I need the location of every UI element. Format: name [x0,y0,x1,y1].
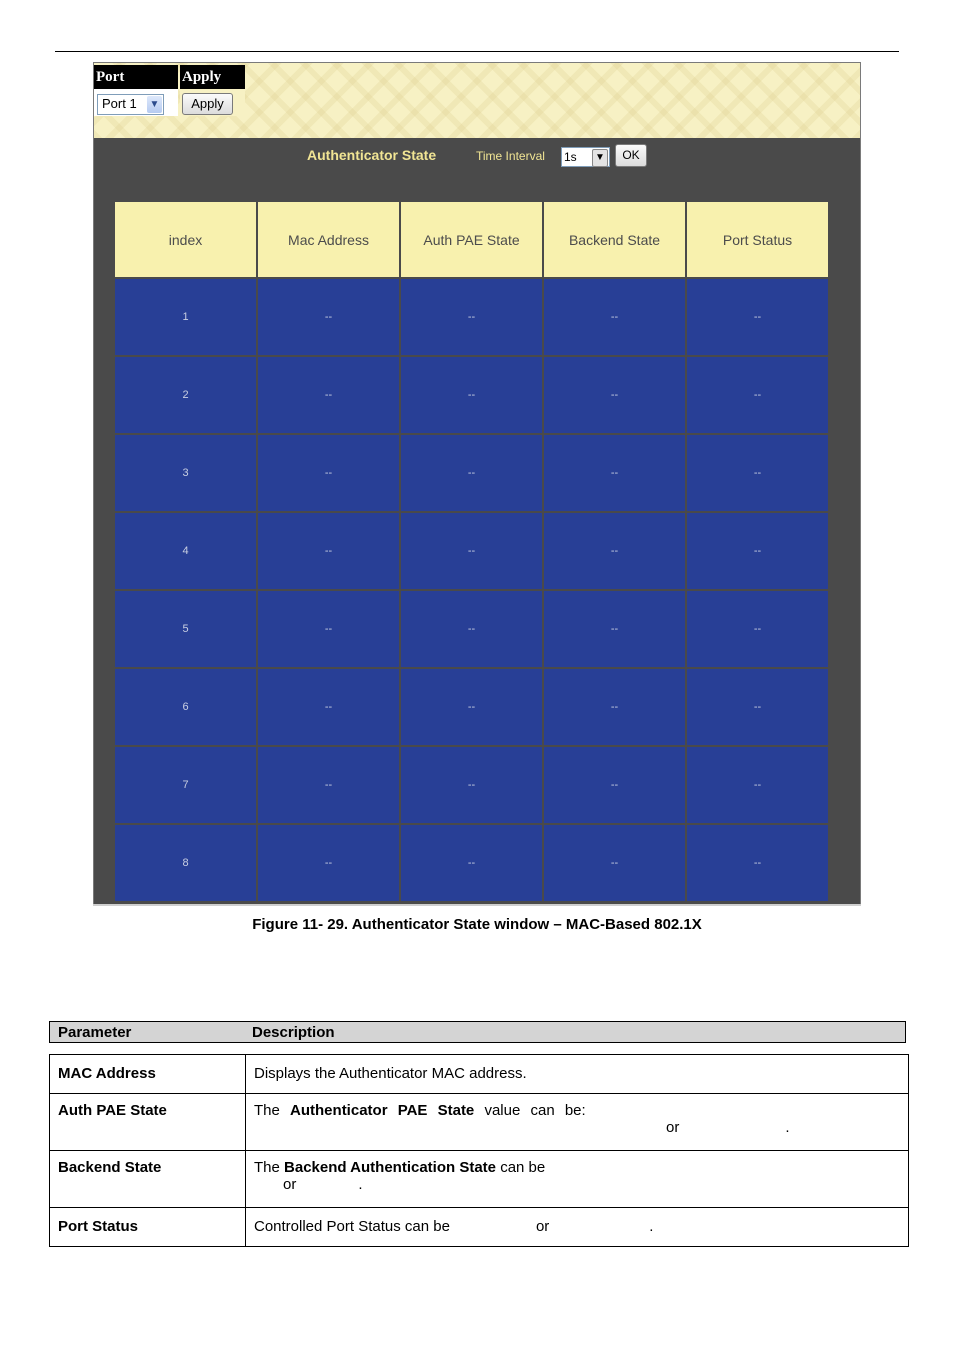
ok-button[interactable]: OK [615,144,647,167]
desc-bold: Authenticator PAE State [290,1102,475,1119]
table-row [50,1055,909,1094]
table-cell: -- [401,357,542,433]
desc-post: can be [500,1159,546,1176]
column-header: Port Status [687,202,828,277]
table-cell: -- [544,825,685,901]
table-row [115,279,828,355]
table-cell: -- [687,435,828,511]
column-header: Backend State [544,202,685,277]
desc-post: value can be: [484,1102,586,1119]
param-desc [246,1094,909,1151]
table-row [115,513,828,589]
page-title: Authenticator State [307,147,437,163]
table-cell: -- [258,357,399,433]
time-interval-select[interactable] [561,147,610,167]
column-header: Auth PAE State [401,202,542,277]
table-cell: -- [687,747,828,823]
table-cell: 2 [115,357,256,433]
table-cell: -- [544,435,685,511]
table-cell: -- [401,825,542,901]
table-row [115,435,828,511]
param-name: Auth PAE State [50,1094,246,1151]
table-cell: -- [687,357,828,433]
desc-pre: The [254,1159,280,1176]
table-cell: -- [258,747,399,823]
parameter-table-header [49,1021,906,1043]
desc-end: . [785,1119,790,1136]
table-cell: 6 [115,669,256,745]
parameter-table [49,1054,909,1247]
desc-end: . [649,1218,654,1235]
desc-bold: Backend Authentication State [284,1159,497,1176]
param-name: Backend State [50,1151,246,1208]
desc-or: or [535,1218,550,1235]
param-desc [246,1208,909,1247]
description-header: Description [252,1024,335,1041]
table-cell: -- [544,279,685,355]
param-name: Port Status [50,1208,246,1247]
apply-header: Apply [180,65,245,89]
table-cell: 5 [115,591,256,667]
table-cell: -- [258,279,399,355]
table-cell: -- [401,513,542,589]
table-header-row [115,202,828,277]
top-rule [55,51,899,52]
table-cell: -- [687,591,828,667]
table-cell: -- [687,825,828,901]
table-cell: -- [544,747,685,823]
table-cell: -- [258,435,399,511]
table-row [115,591,828,667]
desc-or: or [283,1176,297,1193]
table-cell: -- [401,435,542,511]
table-cell: 1 [115,279,256,355]
time-interval-value: 1s [564,150,577,164]
figure-caption: Figure 11- 29. Authenticator State window – MAC-Based 802.1X [252,916,702,933]
table-cell: -- [401,591,542,667]
port-header: Port [94,65,178,89]
apply-button[interactable]: Apply [182,93,233,115]
table-cell: -- [544,513,685,589]
table-cell: 4 [115,513,256,589]
chevron-down-icon[interactable]: ▼ [592,149,608,167]
table-row [50,1151,909,1208]
desc-end: . [358,1176,363,1193]
table-cell: -- [258,591,399,667]
table-cell: -- [258,513,399,589]
table-row [115,747,828,823]
table-cell: 7 [115,747,256,823]
table-cell: -- [401,669,542,745]
param-desc [246,1151,909,1208]
authenticator-table [113,200,830,903]
table-row [115,669,828,745]
port-select[interactable] [97,94,164,115]
desc-line-2 [254,1119,900,1136]
table-cell: 8 [115,825,256,901]
desc-or: or [666,1119,680,1136]
table-cell: -- [544,591,685,667]
table-row [115,357,828,433]
table-cell: 3 [115,435,256,511]
table-cell: -- [687,279,828,355]
column-header: index [115,202,256,277]
window-bottom-edge [93,904,861,906]
port-selection-bar [94,63,860,138]
table-cell: -- [258,669,399,745]
table-cell: -- [401,279,542,355]
port-select-value: Port 1 [102,96,137,111]
desc-pre: Controlled Port Status can be [254,1218,450,1235]
desc-pre: The [254,1102,280,1119]
desc-line-2 [254,1176,900,1193]
column-header: Mac Address [258,202,399,277]
table-cell: -- [687,513,828,589]
table-cell: -- [401,747,542,823]
table-row [115,825,828,901]
table-cell: -- [544,669,685,745]
param-desc: Displays the Authenticator MAC address. [246,1055,909,1094]
chevron-down-icon[interactable]: ▼ [147,96,162,113]
time-interval-label: Time Interval [476,149,545,163]
table-row [50,1208,909,1247]
table-cell: -- [544,357,685,433]
table-cell: -- [687,669,828,745]
table-cell: -- [258,825,399,901]
parameter-header: Parameter [58,1024,132,1041]
table-row [50,1094,909,1151]
authenticator-state-window [93,62,861,906]
param-name: MAC Address [50,1055,246,1094]
